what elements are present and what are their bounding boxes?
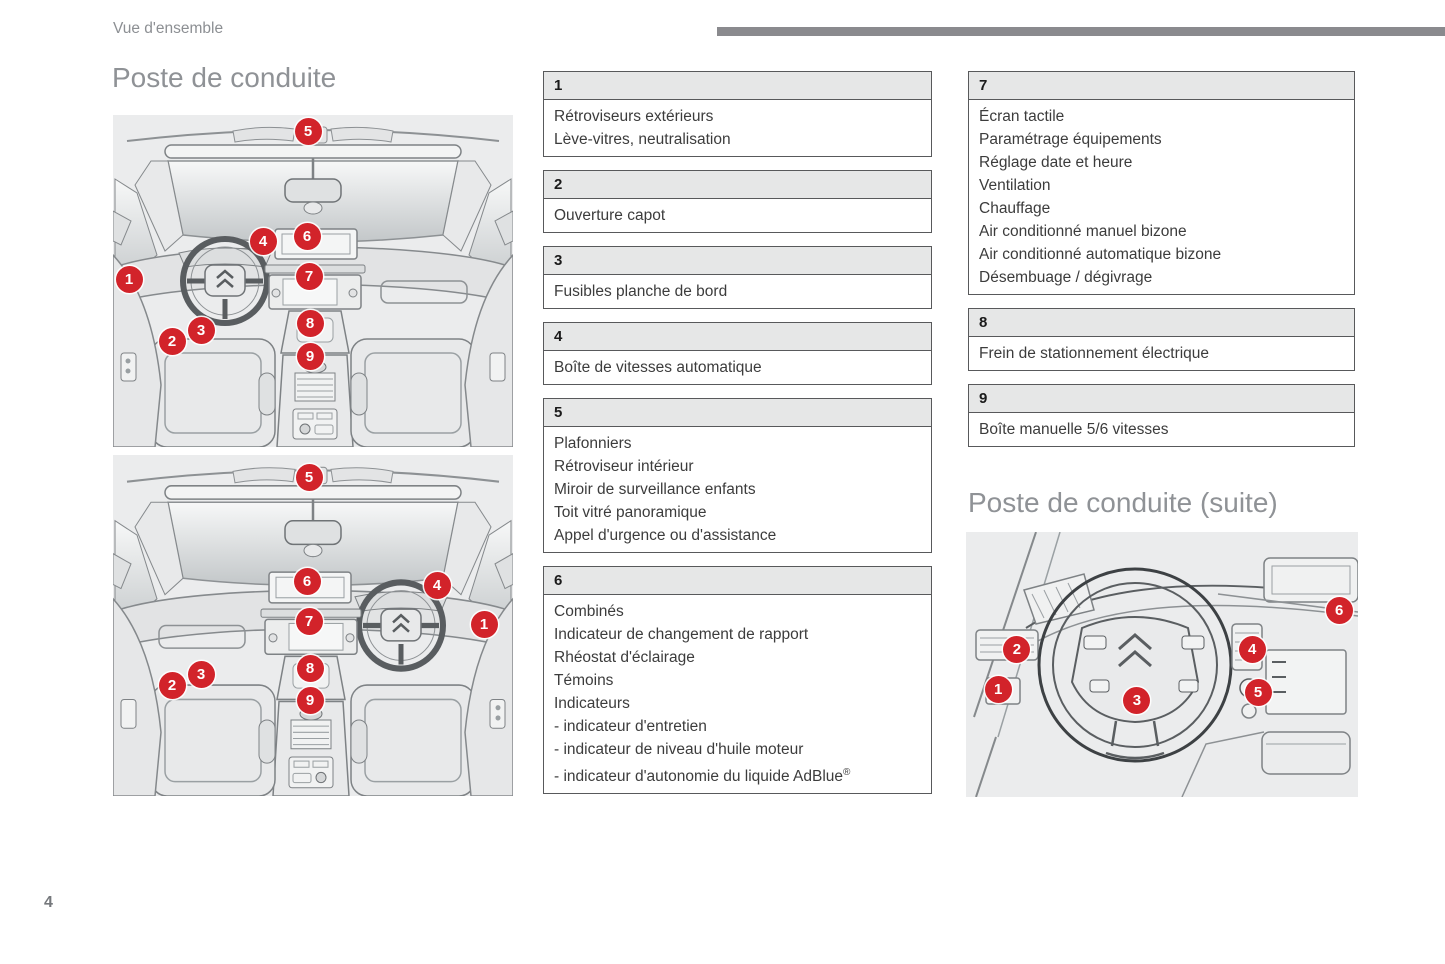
callout-marker-7: 7 <box>296 263 323 290</box>
callout-table-number: 1 <box>544 72 931 100</box>
callout-table-line: Désembuage / dégivrage <box>979 269 1153 286</box>
callout-table-body <box>544 275 931 308</box>
figure-closeup-markers <box>966 532 1358 797</box>
callout-marker-1: 1 <box>471 611 498 638</box>
callout-table-line: Chauffage <box>979 200 1051 217</box>
callout-table-body <box>544 100 931 156</box>
callout-table-body <box>969 100 1354 294</box>
callout-table-line: Ouverture capot <box>554 207 666 224</box>
callout-table-line: Miroir de surveillance enfants <box>554 481 756 498</box>
callout-table-1 <box>543 71 932 157</box>
section-title-suite: Poste de conduite (suite) <box>968 487 1278 518</box>
callout-table-number: 8 <box>969 309 1354 337</box>
callout-table-line: Paramétrage équipements <box>979 131 1162 148</box>
figure-dashboard-lhd <box>113 115 513 447</box>
callout-table-line: Combinés <box>554 603 624 620</box>
right-column <box>968 71 1355 797</box>
callout-marker-5: 5 <box>1245 679 1272 706</box>
page-title: Poste de conduite <box>112 62 337 93</box>
callout-table-9 <box>968 384 1355 447</box>
figure-steering-closeup <box>966 532 1358 797</box>
callout-table-line: - indicateur d'autonomie du liquide AdBlue® <box>554 767 851 786</box>
callout-table-line: Appel d'urgence ou d'assistance <box>554 527 777 544</box>
callout-marker-3: 3 <box>188 317 215 344</box>
callout-table-body <box>544 199 931 232</box>
callout-marker-4: 4 <box>1239 636 1266 663</box>
figure-dashboard-rhd <box>113 455 513 796</box>
callout-table-line: Rétroviseur intérieur <box>554 458 694 475</box>
breadcrumb: Vue d'ensemble <box>113 20 224 37</box>
callout-table-line: Air conditionné automatique bizone <box>979 246 1222 263</box>
callout-table-number: 5 <box>544 399 931 427</box>
callout-table-number: 3 <box>544 247 931 275</box>
callout-table-4 <box>543 322 932 385</box>
callout-marker-9: 9 <box>297 687 324 714</box>
callout-table-line: Indicateur de changement de rapport <box>554 626 809 643</box>
callout-table-line: Boîte de vitesses automatique <box>554 359 762 376</box>
callout-table-number: 9 <box>969 385 1354 413</box>
figure-lhd-markers <box>113 115 513 447</box>
callout-marker-1: 1 <box>985 676 1012 703</box>
callout-marker-2: 2 <box>1003 636 1030 663</box>
callout-table-number: 4 <box>544 323 931 351</box>
callout-marker-4: 4 <box>424 572 451 599</box>
callout-marker-1: 1 <box>116 266 143 293</box>
callout-marker-6: 6 <box>1326 597 1353 624</box>
callout-tables-right <box>968 71 1355 447</box>
callout-table-line: Rhéostat d'éclairage <box>554 649 695 666</box>
callout-table-line: Témoins <box>554 672 614 689</box>
callout-table-3 <box>543 246 932 309</box>
callout-marker-5: 5 <box>295 118 322 145</box>
callout-marker-8: 8 <box>297 310 324 337</box>
callout-table-line: - indicateur d'entretien <box>554 718 707 735</box>
callout-marker-7: 7 <box>296 608 323 635</box>
callout-table-line: Toit vitré panoramique <box>554 504 707 521</box>
callout-table-2 <box>543 170 932 233</box>
callout-table-number: 2 <box>544 171 931 199</box>
callout-marker-5: 5 <box>296 464 323 491</box>
callout-marker-3: 3 <box>1123 687 1150 714</box>
callout-table-number: 7 <box>969 72 1354 100</box>
callout-table-body <box>969 413 1354 446</box>
callout-table-line: Frein de stationnement électrique <box>979 345 1210 362</box>
callout-table-5 <box>543 398 932 553</box>
callout-table-body <box>544 595 931 793</box>
callout-marker-3: 3 <box>188 661 215 688</box>
callout-table-line: Air conditionné manuel bizone <box>979 223 1187 240</box>
callout-table-body <box>969 337 1354 370</box>
callout-table-line: Rétroviseurs extérieurs <box>554 108 714 125</box>
callout-marker-2: 2 <box>159 672 186 699</box>
callout-marker-6: 6 <box>294 568 321 595</box>
header-rule <box>717 27 1445 36</box>
callout-table-line: Lève-vitres, neutralisation <box>554 131 731 148</box>
callout-marker-4: 4 <box>250 228 277 255</box>
callout-table-line: Plafonniers <box>554 435 632 452</box>
callout-tables-middle <box>543 71 932 807</box>
callout-marker-9: 9 <box>297 343 324 370</box>
callout-table-line: Ventilation <box>979 177 1051 194</box>
callout-table-line: Fusibles planche de bord <box>554 283 728 300</box>
callout-table-7 <box>968 71 1355 295</box>
callout-table-line: Écran tactile <box>979 108 1065 125</box>
callout-table-body <box>544 427 931 552</box>
callout-table-8 <box>968 308 1355 371</box>
callout-table-line: Indicateurs <box>554 695 630 712</box>
callout-table-line: Réglage date et heure <box>979 154 1133 171</box>
callout-table-number: 6 <box>544 567 931 595</box>
callout-marker-8: 8 <box>297 655 324 682</box>
page-number: 4 <box>44 894 53 911</box>
callout-table-6 <box>543 566 932 794</box>
registered-mark: ® <box>843 767 851 778</box>
callout-table-body <box>544 351 931 384</box>
callout-table-line: - indicateur de niveau d'huile moteur <box>554 741 804 758</box>
figure-rhd-markers <box>113 455 513 796</box>
callout-marker-6: 6 <box>294 223 321 250</box>
callout-marker-2: 2 <box>159 328 186 355</box>
callout-table-line: Boîte manuelle 5/6 vitesses <box>979 421 1169 438</box>
